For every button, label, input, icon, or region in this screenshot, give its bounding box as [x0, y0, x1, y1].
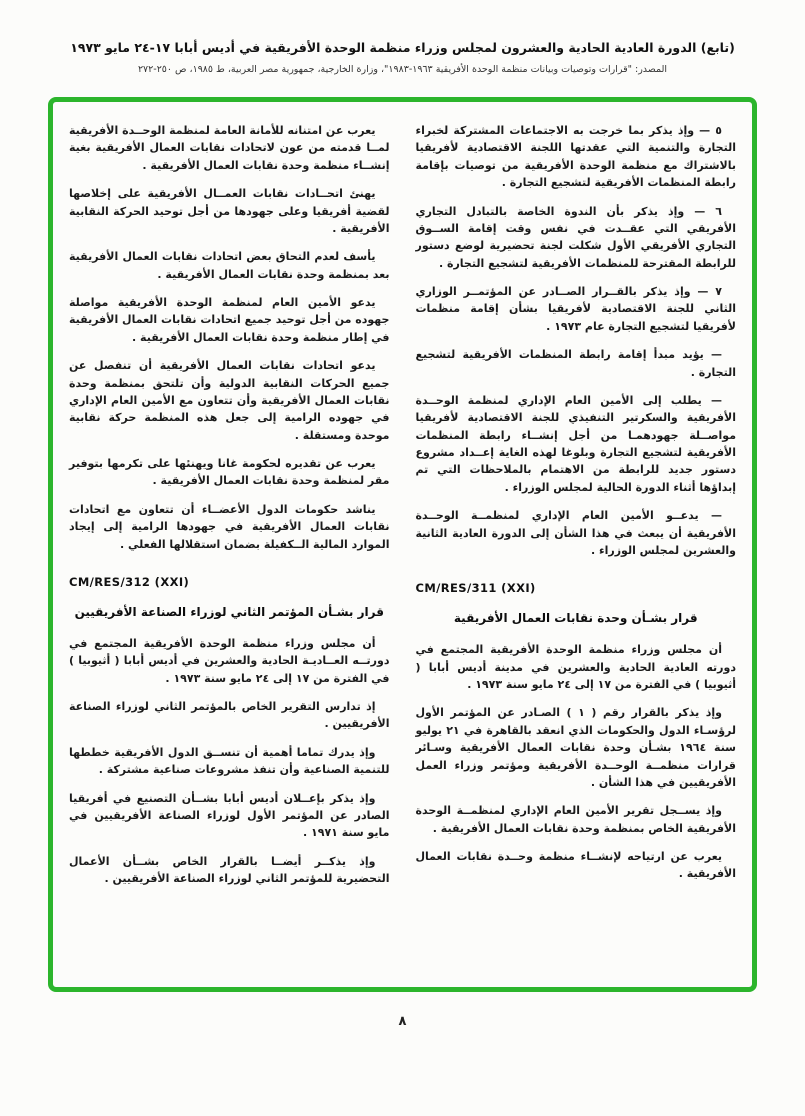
paragraph: ٦ — وإذ يذكر بأن الندوة الخاصة بالتبادل التجاري الأفريقي التي عقــدت في نفس وقت إقامة الســوق التجاري الأفريقي الأول شكلت لجنة تحضيرية لوضع دستور للرابطة المقترحة للمنظمات الأفريقية لتشجيع التجارة . — [415, 204, 736, 270]
paragraph: يأسف لعدم التحاق بعض اتحادات نقابات العمال الأفريقية بعد بمنظمة وحدة نقابات العمال الأفريقية . — [69, 250, 390, 281]
paragraph: — يؤيد مبدأ إقامة رابطة المنظمات الأفريقية لتشجيع التجارة . — [415, 348, 736, 379]
green-content-frame — [48, 97, 757, 992]
paragraph: يهنئ اتحــادات نقابات العمــال الأفريقية على إخلاصها لقضية أفريقيا وعلى جهودها من أجل توحيد الحركة النقابية الأفريقية . — [69, 187, 390, 235]
paragraph: وإذ يذكر بإعــلان أديس أبابا بشــأن التصنيع في أفريقيا الصادر عن المؤتمر الأول لوزراء الصناعة الأفريقيين في مايو سنة ١٩٧١ . — [69, 791, 390, 840]
paragraph: يعرب عن تقديره لحكومة غانا ويهنئها على تكرمها بتوفير مقر لمنظمة وحدة نقابات العمال الأفريقية . — [69, 457, 390, 488]
paragraph: وإذ يســجل تقرير الأمين العام الإداري لمنظمــة الوحدة الأفريقية الخاص بمنظمة وحدة نقابات العمال الأفريقية . — [415, 804, 736, 835]
paragraph: ٥ — وإذ يذكر بما خرجت به الاجتماعات المشتركة لخبراء التجارة والتنمية التي عقدتها اللجنة الاقتصادية لأفريقيا بالاشتراك مع منظمة الوحدة الأفريقية من توصيات بإقامة رابطة المنظمات الأفريقية لتشجيع التجارة . — [415, 124, 736, 190]
paragraph: أن مجلس وزراء منظمة الوحدة الأفريقية المجتمع في دورته العادية الحادية والعشرين في مدينة أديس أبابا ( أثيوبيا ) في الفترة من ١٧ إلى ٢٤ مايو سنة ١٩٧٣ . — [415, 643, 736, 691]
paragraph: يدعو الأمين العام لمنظمة الوحدة الأفريقية مواصلة جهوده من أجل توحيد جميع اتحادات نقابات العمال الأفريقية في إطار منظمة وحدة نقابات العمال الأفريقية . — [69, 296, 390, 344]
paragraph: ٧ — وإذ يذكر بالقــرار الصــادر عن المؤتمــر الوزاري الثاني للجنة الاقتصادية لأفريقيا بشأن إقامة منظمات لأفريقيا لتشجيع التجارة عام ١٩٧٣ . — [415, 285, 736, 333]
paragraph: يناشد حكومات الدول الأعضــاء أن تتعاون مع اتحادات نقابات العمال الأفريقية في جهودها الرامية إلى إيجاد الموارد المالية الــكفيلة بضمان استقلالها الفعلي . — [69, 502, 390, 551]
paragraph: وإذ يذكــر أيضــا بالقرار الخاص بشــأن الأعمال التحضيرية للمؤتمر الثاني لوزراء الصناعة الأفريقيين . — [69, 854, 390, 885]
page-number: ٨ — [398, 1014, 407, 1029]
source-citation: المصدر: "قرارات وتوصيات وبيانات منظمة الوحدة الأفريقية ١٩٦٣-١٩٨٣"، وزارة الخارجية، جمهورية مصر العربية، ط ١٩٨٥، ص ٢٥٠-٢٧٢ — [137, 64, 668, 75]
paragraph: يدعو اتحادات نقابات العمال الأفريقية أن تنفصل عن جميع الحركات النقابية الدولية وأن تلتحق بمنظمة وحدة نقابات العمال الأفريقية وأن تتعاون مع الأمين العام الإداري في جهوده الرامية إلى جعل هذه المنظمة حركة نقابية موحدة ومستقلة . — [69, 359, 390, 442]
resolution-title-312: قرار بشـأن المؤتمر الثاني لوزراء الصناعة الأفريقيين — [74, 604, 384, 619]
resolution-title-311: قرار بشـأن وحدة نقابات العمال الأفريقية — [453, 611, 698, 626]
paragraph: أن مجلس وزراء منظمة الوحدة الأفريقية المجتمع في دورتــه العــاديـة الحادية والعشرين في أديس أبابا ( أثيوبيا ) في الفترة من ١٧ إلى ٢٤ مايو سنة ١٩٧٣ . — [69, 636, 390, 685]
paragraph: يعرب عن ارتياحه لإنشــاء منظمة وحــدة نقابات العمال الأفريقية . — [415, 850, 736, 881]
session-title: (تابع) الدورة العادية الحادية والعشرون لمجلس وزراء منظمة الوحدة الأفريقية في أديس أبابا ١٧-٢٤ مايو ١٩٧٣ — [70, 40, 735, 55]
paragraph: يعرب عن امتنانه للأمانة العامة لمنظمة الوحــدة الأفريقية لمــا قدمته من عون لاتحادات نقابات العمال الأفريقية بغية إنشــاء منظمة وحدة نقابات العمال الأفريقية . — [69, 124, 390, 172]
paragraph: — يطلب إلى الأمين العام الإداري لمنظمة الوحــدة الأفريقية والسكرتير التنفيذي للجنة الاقتصادية لأفريقيا مواصــلة جهودهمـا من أجل إنشــاء رابطة المنظمات الأفريقية لتشجيع التجارة وبلوغا لهذه الغاية إعــداد مشروع دستور جديد للرابطة من الاهتمام بالملاحظات التي تم إبداؤها أثناء الدورة الحالية لمجلس الوزراء . — [415, 393, 736, 494]
paragraph: — يدعــو الأمين العام الإداري لمنظمــة الوحــدة الأفريقية أن يبعث في هذا الشأن إلى الدورة العادية الثانية والعشرين لمجلس الوزراء . — [415, 509, 736, 557]
paragraph: وإذ يدرك تماما أهمية أن تنســق الدول الأفريقية خططها للتنمية الصناعية وأن تنفذ مشروعات صناعية مشتركة . — [69, 745, 390, 777]
column-left — [69, 122, 390, 898]
resolution-code-311: CM/RES/311 (XXI) — [415, 581, 536, 596]
two-column-layout — [69, 122, 736, 898]
scan-header — [0, 0, 805, 75]
resolution-code-312: CM/RES/312 (XXI) — [69, 574, 190, 589]
paragraph: إذ تدارس التقرير الخاص بالمؤتمر الثاني لوزراء الصناعة الأفريقيين . — [69, 700, 390, 731]
paragraph: وإذ يذكر بالقرار رقم ( ١ ) الصـادر عن المؤتمر الأول لرؤسـاء الدول والحكومات الذي انعقد بالقاهرة في ٢١ يوليو سنة ١٩٦٤ بشـأن وحدة نقابات العمال الأفريقية وسـائر قرارات منظمــة الوحــدة الأفريقية ومؤتمر وزراء العمل الأفريقيين في هذا الشأن . — [415, 706, 737, 789]
column-right — [416, 122, 737, 898]
